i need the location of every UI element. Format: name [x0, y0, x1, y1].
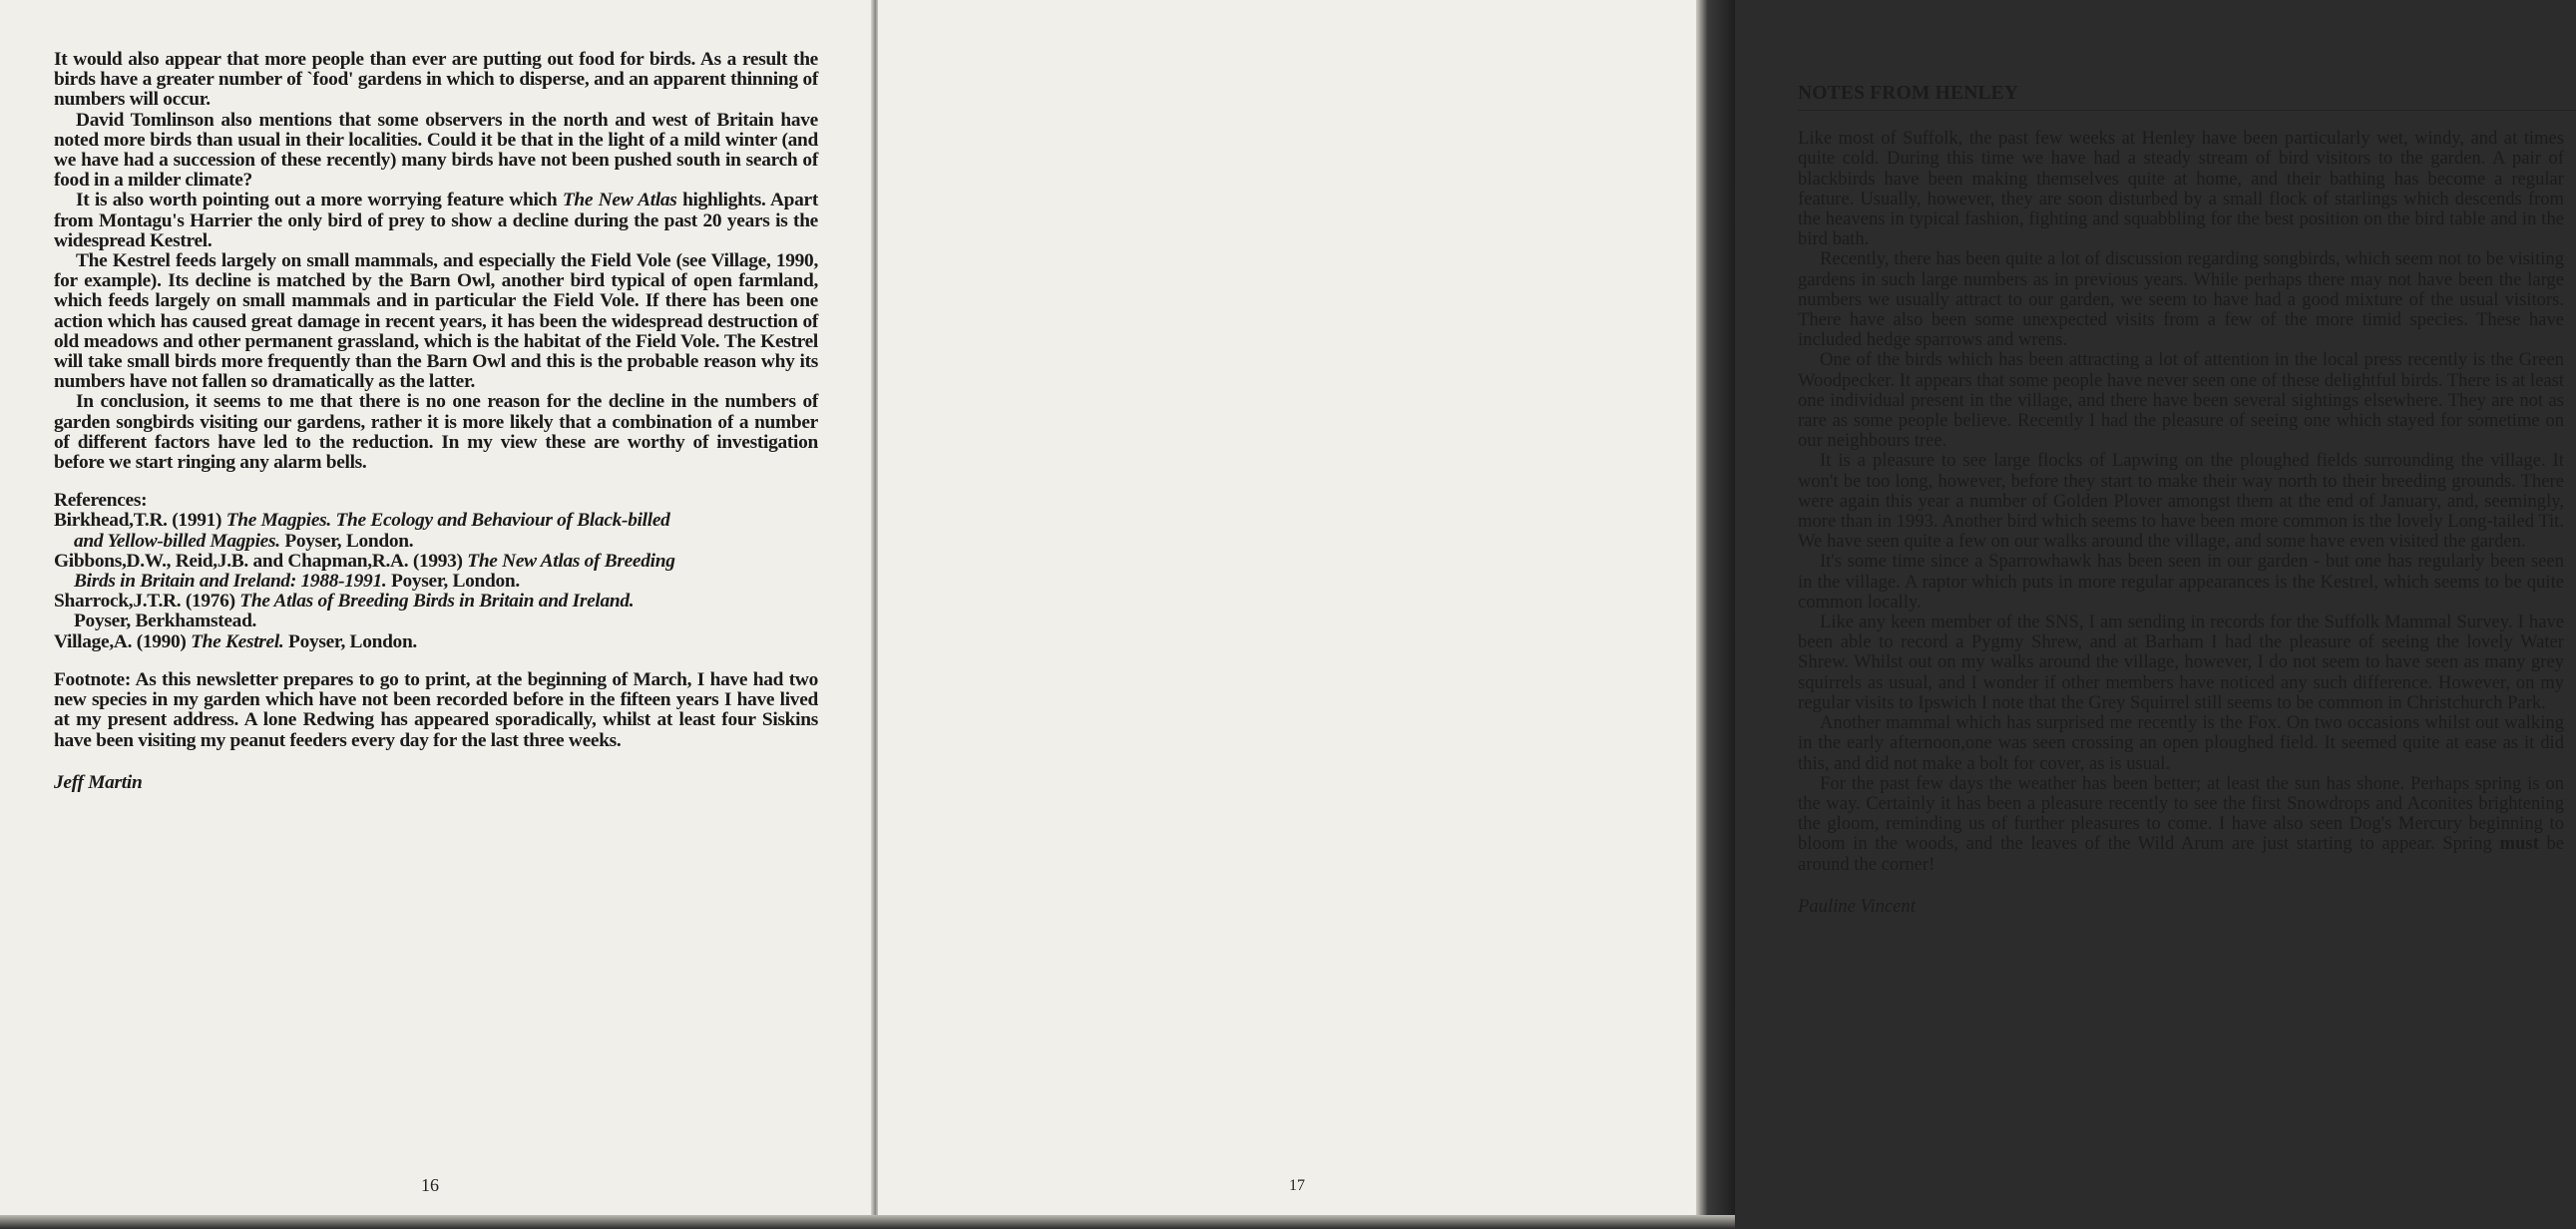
- reference-item: [54, 632, 818, 652]
- paragraph-lead: For the past few days the weather has been better; at least the sun has shone. Perhaps spring is on the way. Certainly it has been a pleasure recently to see the first Snowdrops and Aconites brightening the gloom, reminding us of further pleasures to come. I have also seen Dog's Mercury beginning to bloom in the woods, and the leaves of the Wild Arum are just starting to appear. Spring: [1798, 772, 2564, 855]
- reference-item: [54, 552, 818, 592]
- reference-item: [54, 592, 818, 631]
- paragraph-tail: highlights. Apart from Montagu's Harrier the only bird of prey to show a decline during the past 20 years is the widespread Kestrel.: [54, 190, 818, 251]
- reference-publisher: Poyser, Berkhamstead.: [74, 611, 257, 632]
- reference-item: [54, 511, 818, 551]
- paragraph: In conclusion, it seems to me that there is no one reason for the decline in the numbers of garden songbirds visiting our gardens, rather it is more likely that a combination of a number of different factors have led to the reduction. In my view these are worthy of investigation before we start ringing any alarm bells.: [54, 391, 818, 474]
- paragraph: Like most of Suffolk, the past few weeks at Henley have been particularly wet, windy, and at times quite cold. During this time we have had a steady stream of bird visitors to the garden. A pair of blackbirds have been making themselves quite at home, and their bathing has become a regular feature. Usually, however, they are soon disturbed by a small flock of starlings which descends from the heavens in typical fashion, fighting and squabbling for the best position on the bird table and in the bird bath.: [1798, 128, 2564, 250]
- page-number: 16: [421, 1175, 439, 1195]
- footnote: [54, 670, 818, 751]
- paragraph: [54, 191, 818, 251]
- paragraph: One of the birds which has been attracting a lot of attention in the local press recently is the Green Woodpecker. It appears that some people have never seen one of these delightful birds. There is at least one individual present in the village, and there have been several sightings elsewhere. They are not as rare as some people believe. Recently I had the pleasure of seeing one which stayed for sometime on our neighbours tree.: [1798, 349, 2564, 452]
- footnote-label: Footnote:: [54, 668, 131, 690]
- reference-title: The Magpies. The Ecology and Behaviour of Black-billed: [225, 510, 670, 532]
- right-page: [878, 0, 2565, 1229]
- emphasis: must: [2499, 833, 2539, 855]
- paragraph: It would also appear that more people than ever are putting out food for birds. As a result the birds have a greater number of `food' gardens in which to disperse, and an apparent thinning of numbers will occur.: [54, 49, 818, 111]
- right-article-body: [1798, 84, 2564, 917]
- paragraph: It is a pleasure to see large flocks of Lapwing on the ploughed fields surrounding the village. It won't be too long, however, before they start to make their way north to their breeding grounds. There were again this year a number of Golden Plover amongst them at the end of January, and, seemingly, more than in 1993. Another bird which seems to have been more common is the lovely Long-tailed Tit. We have seen quite a few on our walks around the village, and some have even visited the garden.: [1798, 450, 2564, 553]
- paragraph: Like any keen member of the SNS, I am sending in records for the Suffolk Mammal Survey. I have been able to record a Pygmy Shrew, and at Barham I had the pleasure of seeing the lovely Water Shrew. Whilst out on my walks around the village, however, I do not seem to have seen as many grey squirrels as usual, and I wonder if other members have noticed any such difference. However, on my regular visits to Ipswich I note that the Grey Squirrel still seems to be common in Christchurch Park.: [1798, 612, 2564, 713]
- paragraph-tail: be around the corner!: [1798, 833, 2565, 875]
- reference-title: The New Atlas of Breeding: [467, 550, 675, 572]
- left-article-body: [54, 50, 818, 793]
- paragraph: The Kestrel feeds largely on small mammals, and especially the Field Vole (see Village, 1990, for example). Its decline is matched by the Barn Owl, another bird typical of open farmland, which feeds largely on small mammals and in particular the Field Vole. If there has been one action which has caused great damage in recent years, it has been the widespread destruction of old meadows and other permanent grassland, which is the habitat of the Field Vole. The Kestrel will take small birds more frequently than the Barn Owl and this is the probable reason why its numbers have not fallen so dramatically as the latter.: [54, 250, 818, 393]
- article-title: NOTES FROM HENLEY: [1798, 83, 2019, 104]
- author-signature: Pauline Vincent: [1798, 895, 1916, 917]
- reference-title-cont: Birds in Britain and Ireland: 1988-1991.: [74, 571, 387, 593]
- title-rule: [1798, 110, 2576, 111]
- book-title: The New Atlas: [562, 190, 677, 211]
- reference-publisher: Poyser, London.: [386, 571, 520, 593]
- page-number: 17: [1289, 1177, 1305, 1194]
- reference-author: Birkhead,T.R. (1991): [54, 510, 226, 532]
- references-list: [54, 511, 818, 651]
- reference-title: The Kestrel.: [191, 630, 284, 652]
- paragraph: It's some time since a Sparrowhawk has been seen in our garden - but one has regularly been seen in the village. A raptor which puts in more regular appearances is the Kestrel, which seems to be quite common locally.: [1798, 551, 2564, 613]
- paragraph-lead: It is also worth pointing out a more worrying feature which: [76, 190, 563, 211]
- reference-publisher: Poyser, London.: [283, 630, 417, 652]
- page-edge-shadow: [1696, 0, 1735, 1229]
- reference-title: The Atlas of Breeding Birds in Britain and Ireland.: [239, 591, 635, 613]
- references-heading: References:: [54, 490, 148, 512]
- page-bottom-shadow: [0, 1215, 1735, 1229]
- paragraph: David Tomlinson also mentions that some observers in the north and west of Britain have noted more birds than usual in their localities. Could it be that in the light of a mild winter (and we have had a succession of these recently) many birds have not been pushed south in search of food in a milder climate?: [54, 109, 818, 192]
- reference-author: Village,A. (1990): [54, 630, 192, 652]
- left-page: [0, 0, 874, 1229]
- reference-title-cont: and Yellow-billed Magpies.: [74, 530, 280, 552]
- reference-author: Gibbons,D.W., Reid,J.B. and Chapman,R.A. (1993): [54, 550, 468, 572]
- reference-author: Sharrock,J.T.R. (1976): [54, 591, 240, 613]
- footnote-text: As this newsletter prepares to go to print, at the beginning of March, I have had two new species in my garden which have not been recorded before in the fifteen years I have lived at my present address. A lone Redwing has appeared sporadically, whilst at least four Siskins have been visiting my peanut feeders every day for the last three weeks.: [54, 668, 818, 751]
- paragraph: [1798, 774, 2564, 875]
- paragraph: Recently, there has been quite a lot of discussion regarding songbirds, which seem not to be visiting gardens in such large numbers as in previous years. While perhaps there may not have been the large numbers we usually attract to our garden, we seem to have had a good mixture of the usual visitors. There have also been some unexpected visits from a few of the more timid species. These have included hedge sparrows and wrens.: [1798, 248, 2564, 351]
- reference-publisher: Poyser, London.: [279, 530, 414, 552]
- paragraph: Another mammal which has surprised me recently is the Fox. On two occasions whilst out walking in the early afternoon,one was seen crossing an open ploughed field. It seemed quite at ease as it did this, and did not make a bolt for cover, as is usual.: [1798, 712, 2564, 774]
- author-signature: Jeff Martin: [54, 771, 143, 793]
